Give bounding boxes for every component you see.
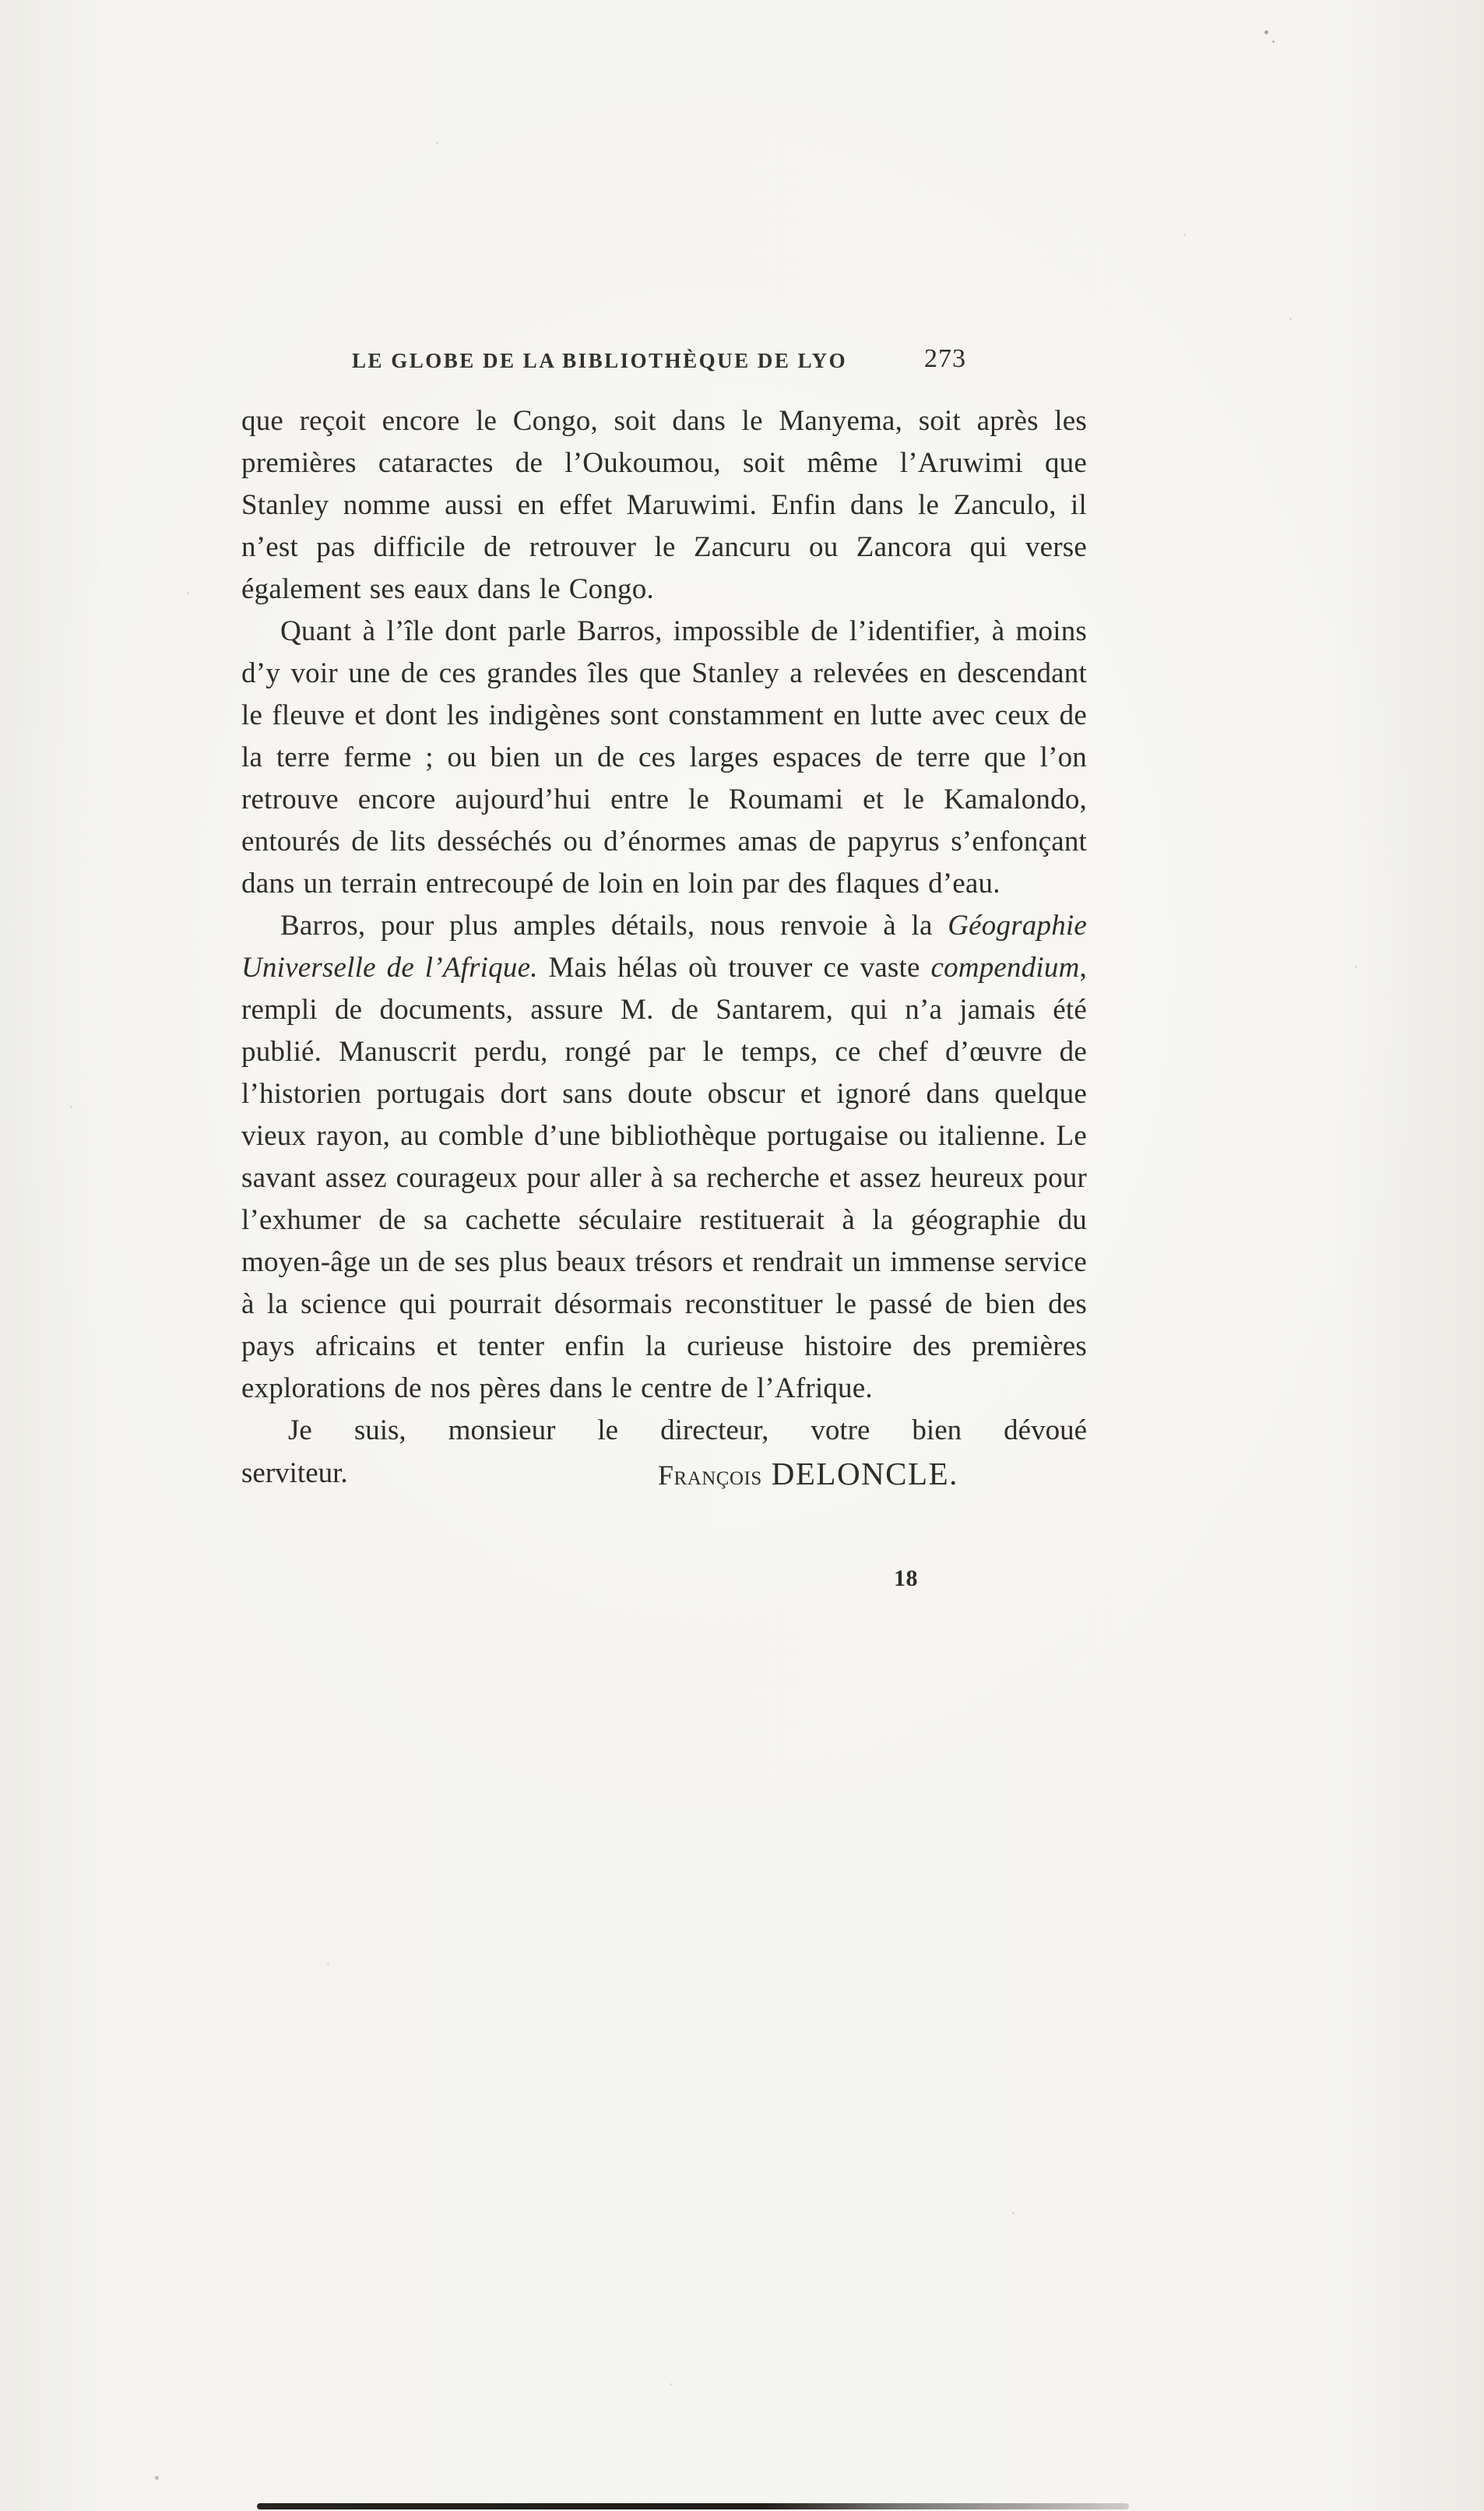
italic-text-run: compendium	[930, 952, 1080, 984]
closing-word: serviteur.	[241, 1457, 348, 1489]
body-text	[241, 400, 1087, 1410]
running-title: LE GLOBE DE LA BIBLIOTHÈQUE DE LYO	[352, 349, 848, 372]
page-number: 273	[924, 344, 966, 373]
text-block	[241, 344, 1087, 1592]
text-run: , rempli de documents, assure M. de Santarem, qui n’a jamais été publié. Manuscrit perdu, rongé par le temps, ce chef d’œuvre de l’historien portugais dort sans doute obscur et ignoré dans quelque vieux rayon, au comble d’une bibliothèque portugaise ou italienne. Le savant assez courageux pour aller à sa recherche et assez heureux pour l’exhumer de sa cachette séculaire restituerait à la géographie du moyen-âge un de ses plus beaux trésors et rendrait un immense service à la science qui pourrait désormais reconstituer le passé de bien des pays africains et tenter enfin la curieuse histoire des premières explorations de nos pères dans le centre de l’Afrique.	[241, 952, 1087, 1404]
paragraph	[241, 400, 1087, 611]
printers-signature-mark: 18	[894, 1565, 918, 1591]
scan-noise-specks	[0, 0, 2, 2]
paragraph	[241, 905, 1087, 1410]
text-run: que reçoit encore le Congo, soit dans le Manyema, soit après les premières cataractes de l’Oukoumou, soit même l’Aruwimi que Stanley nomme aussi en effet Maruwimi. Enfin dans le Zanculo, il n’est pas difficile de retrouver le Zancuru ou Zancora qui verse également ses eaux dans le Congo.	[241, 405, 1087, 605]
signature-given-name: François	[658, 1460, 762, 1491]
closing-block	[241, 1410, 1087, 1497]
author-signature	[658, 1452, 958, 1498]
closing-line-2	[241, 1452, 1087, 1497]
italic-text-run: Géographie Universelle de l’Afrique.	[241, 910, 1087, 984]
running-header	[241, 344, 1087, 383]
closing-line-1: Je suis, monsieur le directeur, votre bien dévoué	[288, 1414, 1087, 1446]
scan-edge-artifact	[257, 2503, 1129, 2509]
text-run: Barros, pour plus amples détails, nous renvoie à la	[280, 910, 948, 942]
signature-surname: DELONCLE.	[771, 1456, 958, 1491]
paragraph	[241, 611, 1087, 905]
text-run: Quant à l’île dont parle Barros, impossible de l’identifier, à moins d’y voir une de ces grandes îles que Stanley a relevées en descendant le fleuve et dont les indigènes sont constamment en lutte avec ceux de la terre ferme ; ou bien un de ces larges espaces de terre que l’on retrouve encore aujourd’hui entre le Roumami et le Kamalondo, entourés de lits desséchés ou d’énormes amas de papyrus s’enfonçant dans un terrain entrecoupé de loin en loin par des flaques d’eau.	[241, 615, 1087, 900]
text-run: Mais hélas où trouver ce vaste	[537, 952, 931, 984]
